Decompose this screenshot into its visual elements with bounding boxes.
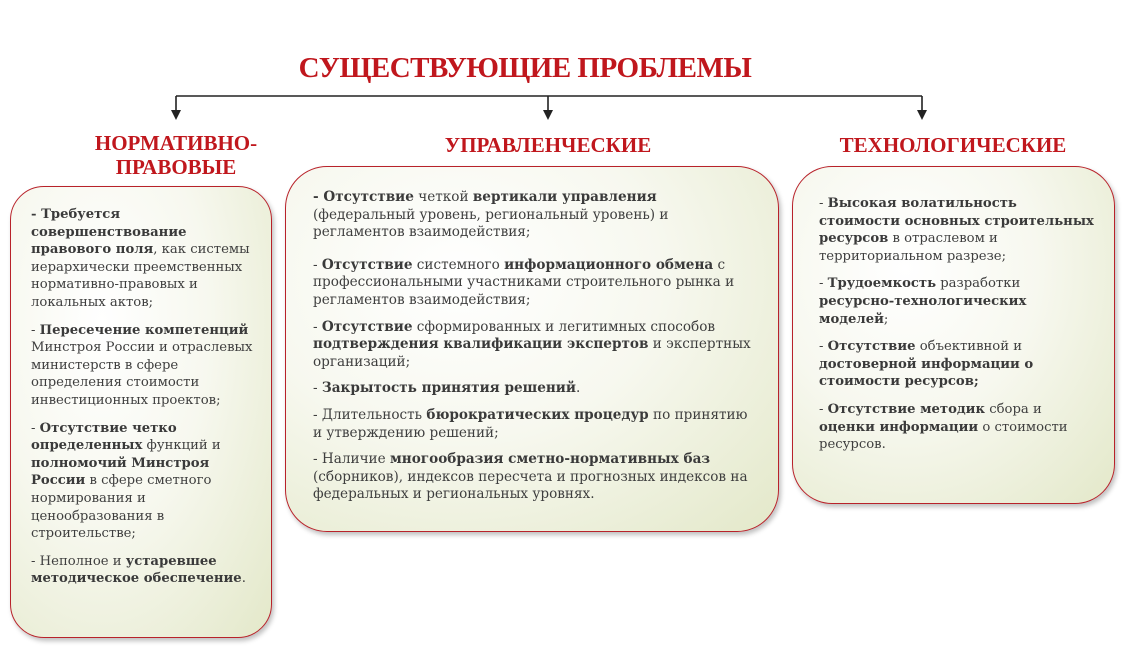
list-item: - Длительность бюрократических процедур по принятию и утверждению решений; — [313, 406, 748, 441]
list-item: - Отсутствие системного информационного обмена с профессиональными участниками строительного рынка и регламентов взаимодействия; — [313, 256, 735, 308]
category-normative-line1: НОРМАТИВНО- — [94, 131, 258, 155]
arrowhead-left — [171, 110, 181, 120]
list-item: - Пересечение компетенций Минстроя России и отраслевых министерств в сфере определения стоимости инвестиционных проектов; — [31, 322, 253, 408]
category-technological: ТЕХНОЛОГИЧЕСКИЕ — [839, 133, 1067, 157]
technological-problems-box — [792, 166, 1115, 504]
list-item: - Трудоемкость разработки ресурсно-технологических моделей; — [819, 276, 1027, 327]
arrowhead-mid — [543, 110, 553, 120]
list-item: - Отсутствие объективной и достоверной информации о стоимости ресурсов; — [819, 339, 1034, 390]
list-item: - Неполное и устаревшее методическое обеспечение. — [31, 553, 246, 587]
list-item: - Наличие многообразия сметно-нормативных баз (сборников), индексов пересчета и прогнозных индексов на федеральных и региональных уровнях. — [313, 451, 748, 503]
diagram-title: СУЩЕСТВУЮЩИЕ ПРОБЛЕМЫ — [298, 52, 752, 84]
list-item: - Высокая волатильность стоимости основных строительных ресурсов в отраслевом и территориальном разрезе; — [819, 196, 1094, 264]
list-item: - Отсутствие четко определенных функций и полномочий Минстроя России в сфере сметного нормирования и ценообразования в строительстве; — [31, 420, 221, 542]
category-normative-line2: ПРАВОВЫЕ — [115, 155, 237, 179]
category-normative — [40, 131, 312, 179]
category-management: УПРАВЛЕНЧЕСКИЕ — [444, 133, 652, 157]
list-item: - Отсутствие сформированных и легитимных способов подтверждения квалификации экспертов и экспертных организаций; — [313, 318, 751, 370]
normative-problems-box — [10, 186, 272, 638]
management-problems-box — [285, 166, 779, 532]
list-item: - Требуется совершенствование правового поля, как системы иерархически преемственных нормативно-правовых и локальных актов; — [31, 207, 250, 310]
list-item: - Отсутствие четкой вертикали управления (федеральный уровень, региональный уровень) и регламентов взаимодействия; — [313, 189, 669, 241]
arrowhead-right — [917, 110, 927, 120]
list-item: - Отсутствие методик сбора и оценки информации о стоимости ресурсов. — [819, 401, 1068, 453]
list-item: - Закрытость принятия решений. — [313, 380, 581, 397]
